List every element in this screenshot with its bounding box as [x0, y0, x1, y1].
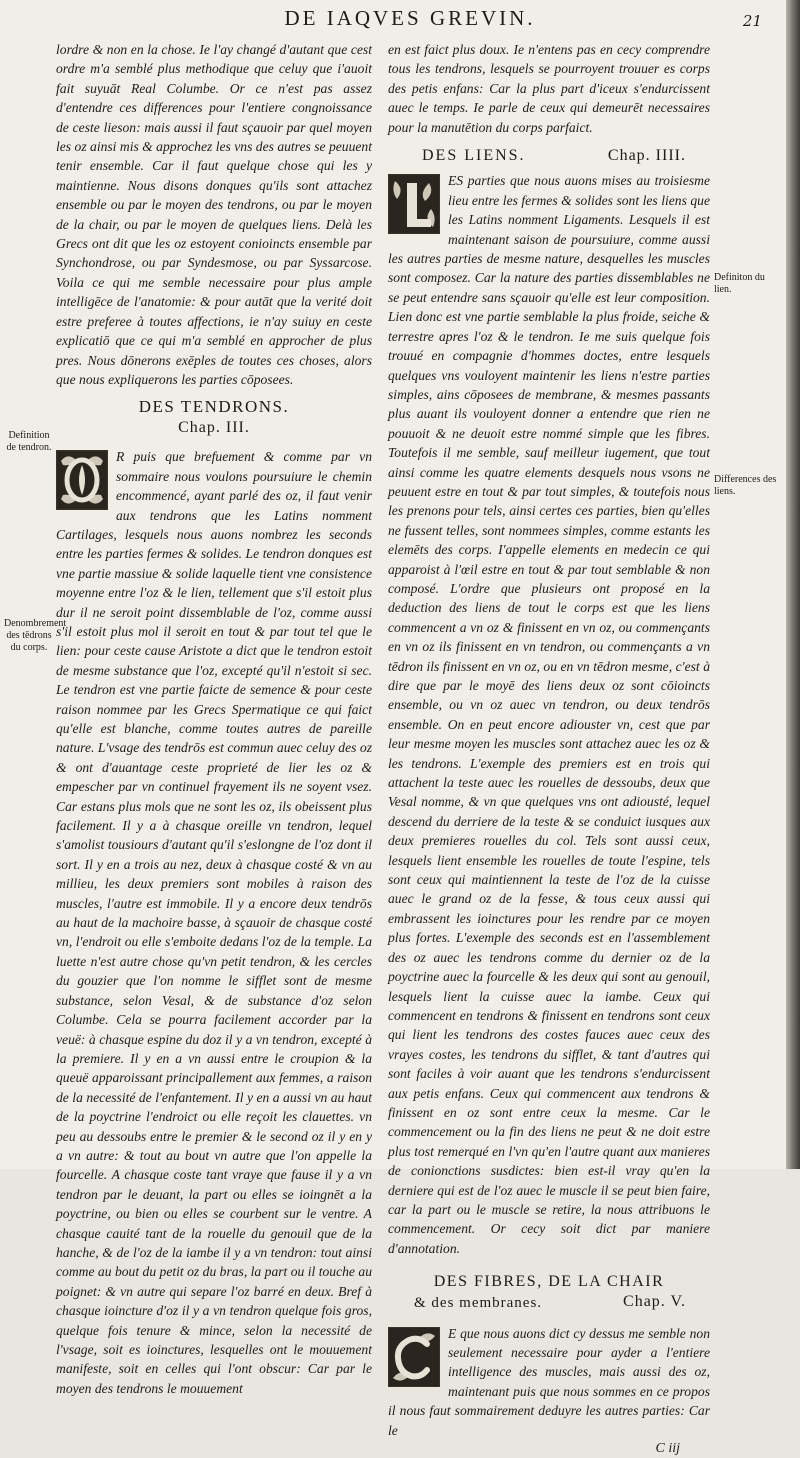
chapter-label-4: Chap. IIII.	[607, 147, 686, 165]
margin-note-definition-tendron: Definition de tendron.	[6, 430, 52, 453]
chapter-label-5: Chap. V.	[623, 1293, 686, 1311]
section-heading-tendrons: DES TENDRONS.	[138, 397, 290, 417]
left-paragraph-2: R puis que brefuement & comme par vn sommaire nous voulons poursuiure le chemin encommencé, ayant parlé des oz, il faut venir aux tendrons que les Latins nomment Cartilages, lesquels nous auons nombrez les seconds entre les parties fermes & solides. Le tendron donques est vne partie massiue & solide laquelle tient vne consistence moyenne entre l'oz & le lien, tellement que s'il estoit plus dur il ne seroit point dissemblable de l'oz, comme aussi s'il estoit plus mol il seroit en tout & par tout tel que le lien: pour ceste cause Aristote a dict que le tendron estoit de mesme substance que l'oz, excepté qu'il n'estoit si sec. Le tendron est vne partie faicte de semence & pour ceste raison nommee par les Grecs Spermatique ce qui faict qu'elle est blanche, comme toutes autres de pareille nature. L'vsage des tendrōs est commun auec celuy des oz & ont d'auantage ceste proprieté de lier les oz & empescher par vn continuel frayement ils ne soyent vsez. Car estans plus mols que ne sont les oz, ils obeissent plus facilement. Il y a à chasque oreille vn tendron, lequel s'amolist tousiours d'autant qu'il s'eslongne de l'oz dont il sort. Il y en a trois au nez, deux à chasque costé & vn au millieu, les deux premiers sont mobiles à raison des muscles, l'autre est immobile. Il y a encore deux tendrōs au haut de la machoire basse, à sçauoir de chasque costé vn, l'endroit ou elle s'emboite dedans l'oz de la temple. La luette n'est autre chose qu'vn petit tendron, & les cercles du gouzier que l'on nomme le sifflet sont de mesme substance, selon Vesal, & de substance d'oz selon Columbe. Cela se pourra facilement accorder par la veuë: à chasque espine du doz il y a vn tendron, excepté à la premiere. Il y en a vn aussi entre le croupion & la queuë apparoissant principallement aux femmes, a raison de la necessité de l'enfantement. Il y en a aussi vn au haut de la poyctrine l'endroict ou elle reçoit les clauettes. vn peu au dessoubs entre le premier & le second oz il y en y a vn autre: & tout au bout vn autre que l'on appelle la fourcelle. A chasque coste tant vraye que fause il y a vn tendron par le deuant, la part ou elles se ioingnēt a la poyctrine, ou bien ou elles se courbent sur le ventre. A chasque cauité tant de la rouelle du genouil que de la hanche, & de l'oz de la iambe il y a vn tendron: tout ainsi comme au bout du petit oz du bras, la part ou il touche au poignet: & vn autre qui separe l'oz barré en deux. Bref à chasque ioincture d'oz il y a vn tendron quelque fois gros, quelque fois tenure & mince, selon la necessité de l'vsage, soit es ioinctures, lesquelles ont le mouuement manifeste, soit en celles qui l'ont obscur: Car par le moyen des tendrons le mouuement	[56, 449, 372, 1396]
decorated-initial-o	[56, 450, 108, 510]
page-number: 21	[742, 12, 762, 30]
margin-note-differences-liens: Differences des liens.	[714, 474, 777, 497]
running-head: DE IAQVES GREVIN.	[284, 6, 536, 30]
section-subheading-membranes: & des membranes.	[414, 1295, 543, 1312]
right-column	[388, 40, 710, 1458]
signature-mark: C iij	[655, 1441, 680, 1457]
left-column	[56, 40, 372, 1398]
left-paragraph-1: lordre & non en la chose. Ie l'ay changé d'autant que cest ordre m'a semblé plus methodique que celuy que i'auoit fait suyuāt Real Columbe. Or ce n'est pas assez d'entendre ces differences pour l'entiere congnoissance de ceste lieson: mais aussi il faut sçauoir par quel moyen les oz ainsi mis & approchez les vns des autres se peuuent tenir ensemble. Car il faut quelque chose qui les y maintienne. Nous disons donques qu'ils sont attachez ensemble ou par le moyen des tendrons, ou par le moyen de la chair, ou par le moyen de quelques liens. Delà les Grecs ont dit que les oz estoyent conioincts ensemble par Synchondrose, ou par Syndesmose, ou par Syssarcose. Voila ce qui me semble necessaire pour plus ample intelligēce de l'anatomie: & pour autāt que la verité doit estre preferee à toutes affections, ie n'ay suiuy en ceste explicatiō que ce qui m'a semblé en approcher de plus pres. Nous dōnerons exēples de toutes ces choses, alors que nous expliquerons les parties cōposees.	[56, 42, 372, 387]
right-paragraph-1: en est faict plus doux. Ie n'entens pas en cecy comprendre tous les tendrons, lesquels se pourroyent trouuer es corps des petis enfans: Car la plus part d'iceux s'endurcissent auec le temps. Ie parle de ceux qui demeurēt necessaires pour la manutētion du corps parfaict.	[388, 42, 710, 135]
section-heading-row-liens	[388, 146, 710, 165]
right-paragraph-2: ES parties que nous auons mises au troisiesme lieu entre les fermes & solides sont les liens que les Latins nomment Ligaments. Lesquels il est maintenant saison de poursuiure, comme aussi les autres parties de mesme nature, desquelles les muscles sont composez. Car la nature des parties dissemblables ne se peut entendre sans sçauoir qu'elle est leur composition. Lien donc est vne partie semblable la plus froide, seiche & terrestre apres l'oz & le tendron. Ie me suis quelque fois trouué en compagnie d'hommes doctes, entre lesquels quelques vns vouloyent maintenir les liens n'estre parties simples, ains cōposees de membrane, & mesmes passants plus auant ils vouloyent donner a entendre que rien ne pouuoit & ne deuoit estre nommé simple que les fibres. Toutefois il me semble, sauf meilleur iugement, que tout ainsi comme les quatre elements desquels nous vsons ne peuuent estre en tout & par tout simples, & toutefois nous les prenons pour tels, ainsi certes ces parties, bien qu'elles ne fussent telles, sont nommees simples, comme estants les elemēts des corps. I'appelle elements en medecin ce qui apparoist à l'œil estre en tout & par tout semblable & non composé. L'ordre que plusieurs ont proposé en la deduction des liens de tout le corps est que les liens commencent a vn oz & finissent en vn oz, ou commençants en vn oz ils finissent en vn tendron, ou commençants a vn tēdron ils finissent en vn oz, ou en vn tēdron mesme, c'est à dire que par le moyē des liens deux oz sont cōioincts ensemble, ou vn oz auec vn tendron, ou deux tendrōs ensemble. On en peut encore adiouster vn, cest que par leur mesme moyen les muscles sont attachez auec les oz & les tendrons. L'exemple des premiers est en trois qui attachent la teste auec les rouelles de dessoubs, deux que Vesal nomme, & vn que quelques vns ont adiousté, lequel descend du derriere de la teste & se conduict iusques aux deux premieres rouelles du col. Tels sont aussi ceux, lesquels lient ensemble les rouelles de toute l'espine, tels sont ceux qui maintiennent la teste de l'oz de la cuisse auec le grand oz de la fesse, & tous ceux aussi qui embrassent les ioinctures pour les rendre par ce moyen plus fortes. L'exemple des seconds est en l'assemblement des oz auec les tendrons comme du dernier oz de la poyctrine auec la fourcelle & les deux qui sont au genouil, lesquels lient la cuisse auec la iambe. Ceux qui commencent en tendrons & finissent en tendrons sont ceux qui lient les tendrons des costes fauces auec ceux des vrayes costes, les tendrons du sifflet, & tant d'autres qui sont faciles à voir auant que les tendrons s'endurcissent aux petis enfans. Ceux qui commencent aux tendrons & finissent en oz sont entre ceux la mesme. Car le commencement ou la fin des liens ne peut & ne doit estre plus tost remerqué en l'vn qu'en l'autre quant aux manieres de conionctions susdictes: bien est-il vray qu'en la derniere qui est de l'oz auec le muscle il se peut bien faire, car la part ou le muscle se retire, la nous attribuons le commencement. Or cecy soit dict par maniere d'annotation.	[388, 173, 710, 1256]
section-heading-fibres: DES FIBRES, DE LA CHAIR	[433, 1273, 665, 1291]
chapter-label-3: Chap. III.	[178, 419, 250, 437]
section-heading-row-fibres	[388, 1292, 710, 1313]
margin-note-definition-lien: Definiton du lien.	[714, 272, 765, 295]
book-spine-shadow	[786, 0, 800, 1169]
decorated-initial-l	[388, 174, 440, 234]
right-paragraph-3: E que nous auons dict cy dessus me semble non seulement necessaire pour ayder a l'entiere intelligence des muscles, mais aussi des oz, maintenant puis que nous sommes en ce propos il nous faut sommairement deduyre les autres parties: Car le	[388, 1325, 710, 1438]
decorated-initial-c	[388, 1327, 440, 1387]
margin-note-denombrement: Denombrement des tēdrons du corps.	[4, 618, 67, 653]
section-heading-liens: DES LIENS.	[422, 147, 526, 165]
